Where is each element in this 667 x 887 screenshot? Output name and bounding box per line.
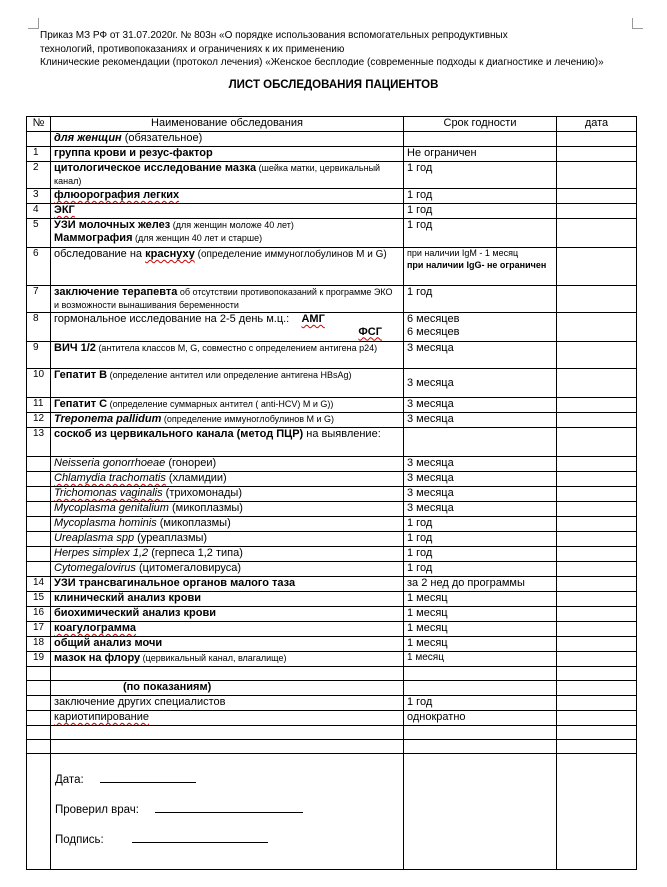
- validity-cell: 3 месяца: [404, 342, 557, 369]
- date-cell[interactable]: [557, 726, 637, 740]
- exam-name-mammography: Маммография: [54, 231, 133, 244]
- row-number: 4: [27, 204, 51, 219]
- date-cell[interactable]: [557, 219, 637, 248]
- validity-cell: 1 год: [404, 517, 557, 532]
- exam-note: на выявление:: [303, 428, 381, 440]
- exam-note: (для женщин 40 лет и старше): [132, 232, 263, 243]
- row-number: 17: [27, 622, 51, 637]
- pcr-pathogen: Ureaplasma spp: [54, 532, 135, 544]
- pcr-pathogen-ru: (трихомонады): [162, 487, 242, 499]
- date-cell[interactable]: [557, 472, 637, 487]
- section-women-rest: (обязательное): [121, 132, 203, 144]
- table-row: [27, 428, 637, 457]
- validity-cell: 1 год: [404, 162, 557, 189]
- validity-cell: 3 месяца: [404, 398, 557, 413]
- hormone-amg: АМГ: [301, 313, 325, 325]
- date-cell[interactable]: [557, 607, 637, 622]
- validity-cell: 3 месяца: [404, 457, 557, 472]
- exam-name: Гепатит B: [54, 369, 108, 381]
- validity-cell: 1 месяц: [404, 622, 557, 637]
- validity-cell: 1 месяц: [404, 637, 557, 652]
- exam-name: УЗИ трансвагинальное органов малого таза: [54, 577, 296, 589]
- document-header: [40, 29, 640, 70]
- section-row-indications: [27, 681, 637, 696]
- row-number: 10: [27, 369, 51, 398]
- row-number: 8: [27, 313, 51, 342]
- exam-name: общий анализ мочи: [54, 637, 163, 649]
- exam-name: мазок на флору: [54, 652, 141, 664]
- signature-sign-line: [55, 832, 399, 862]
- examination-table: [26, 116, 637, 870]
- validity-cell: 3 месяца: [404, 413, 557, 428]
- date-cell[interactable]: [557, 342, 637, 369]
- pcr-pathogen-ru: (цитомегаловируса): [135, 562, 241, 574]
- row-number: 18: [27, 637, 51, 652]
- validity-cell: однократно: [404, 711, 557, 726]
- table-row: [27, 369, 637, 398]
- validity-cell: 1 год: [404, 219, 557, 248]
- pcr-pathogen: Trichomonas vaginalis: [54, 487, 163, 499]
- row-number: 11: [27, 398, 51, 413]
- exam-note: (антитела классов M, G, совместно с определением антигена p24): [95, 343, 378, 353]
- table-row: [27, 398, 637, 413]
- pcr-pathogen: Neisseria gonorrhoeae: [54, 457, 166, 469]
- signature-row: [27, 754, 637, 870]
- table-row: [27, 592, 637, 607]
- pcr-pathogen-ru: (микоплазмы): [168, 502, 243, 514]
- doctor-input-line[interactable]: [155, 802, 303, 813]
- pcr-pathogen: Mycoplasma hominis: [54, 517, 157, 529]
- validity-cell: 1 месяц: [404, 607, 557, 622]
- pcr-row: [27, 517, 637, 532]
- pcr-row: [27, 562, 637, 577]
- date-cell[interactable]: [557, 428, 637, 457]
- empty-row: [27, 740, 637, 754]
- row-number: 9: [27, 342, 51, 369]
- table-row: [27, 189, 637, 204]
- row-number: 13: [27, 428, 51, 457]
- section-row-women: [27, 132, 637, 147]
- validity-igg: при наличии IgG- не ограничен: [407, 259, 547, 270]
- date-input-line[interactable]: [100, 772, 196, 783]
- signature-doctor-line: [55, 802, 399, 832]
- pcr-row: [27, 487, 637, 502]
- row-number: 15: [27, 592, 51, 607]
- exam-note: (определение иммуноглобулинов M и G): [194, 249, 387, 260]
- table-row: [27, 147, 637, 162]
- signature-date-line: [55, 772, 399, 802]
- column-header-date: дата: [557, 117, 637, 132]
- validity-amg: 6 месяцев: [407, 313, 460, 325]
- validity-cell: за 2 нед до программы: [404, 577, 557, 592]
- date-cell[interactable]: [557, 204, 637, 219]
- row-number: 7: [27, 286, 51, 313]
- header-line-3: Клинические рекомендации (протокол лечения) «Женское бесплодие (современные подходы к диагностике и лечению)»: [40, 57, 604, 68]
- exam-name: УЗИ молочных желез: [54, 219, 171, 231]
- date-cell[interactable]: [557, 487, 637, 502]
- validity-cell: 1 год: [404, 696, 557, 711]
- crop-mark-top-left: [28, 18, 39, 29]
- table-row: [27, 413, 637, 428]
- empty-row: [27, 726, 637, 740]
- row-number: 2: [27, 162, 51, 189]
- pcr-row: [27, 472, 637, 487]
- exam-name: группа крови и резус-фактор: [54, 147, 213, 159]
- date-cell[interactable]: [557, 502, 637, 517]
- pcr-row: [27, 502, 637, 517]
- date-cell[interactable]: [557, 562, 637, 577]
- row-number: 5: [27, 219, 51, 248]
- validity-cell: 1 год: [404, 532, 557, 547]
- date-cell[interactable]: [557, 577, 637, 592]
- date-cell[interactable]: [557, 711, 637, 726]
- date-cell[interactable]: [557, 622, 637, 637]
- sign-input-line[interactable]: [132, 832, 268, 843]
- table-row: [27, 219, 637, 248]
- pcr-pathogen: Mycoplasma genitalium: [54, 502, 169, 514]
- pcr-pathogen: Cytomegalovirus: [54, 562, 136, 574]
- exam-note: (цервикальный канал, влагалище): [140, 653, 287, 663]
- exam-name: ВИЧ 1/2: [54, 342, 96, 354]
- column-header-num: №: [27, 117, 51, 132]
- table-row: [27, 607, 637, 622]
- row-number: 1: [27, 147, 51, 162]
- exam-name: заключение других специалистов: [51, 696, 404, 711]
- table-row: [27, 162, 637, 189]
- date-cell[interactable]: [557, 248, 637, 286]
- date-cell[interactable]: [557, 667, 637, 681]
- pcr-pathogen: Herpes simplex 1,2: [54, 547, 149, 559]
- table-row: [27, 696, 637, 711]
- pcr-pathogen-ru: (микоплазмы): [156, 517, 231, 529]
- exam-name: цитологическое исследование мазка: [54, 162, 257, 174]
- validity-cell: 3 месяца: [404, 472, 557, 487]
- exam-name: заключение терапевта: [54, 286, 178, 298]
- pcr-pathogen-ru: (уреаплазмы): [134, 532, 208, 544]
- exam-note: (определение иммуноглобулинов M и G): [161, 414, 335, 424]
- validity-fsg: 6 месяцев: [407, 325, 460, 338]
- pcr-row: [27, 457, 637, 472]
- date-cell[interactable]: [557, 398, 637, 413]
- date-cell[interactable]: [557, 547, 637, 562]
- date-cell[interactable]: [557, 413, 637, 428]
- doctor-label: Проверил врач:: [55, 804, 139, 816]
- empty-row: [27, 667, 637, 681]
- validity-igm: при наличии IgM - 1 месяц: [407, 248, 519, 258]
- date-cell[interactable]: [557, 189, 637, 204]
- date-label: Дата:: [55, 774, 84, 786]
- hormone-fsg: ФСГ: [358, 325, 382, 338]
- table-row: [27, 248, 637, 286]
- section-indications-label: (по показаниям): [123, 681, 212, 693]
- sign-label: Подпись:: [55, 834, 104, 846]
- date-cell[interactable]: [557, 313, 637, 342]
- exam-note: об отсутствии противопоказаний к программе ЭКО и возможности вынашивания беременности: [54, 287, 393, 310]
- validity-cell: 1 месяц: [404, 592, 557, 607]
- exam-name: соскоб из цервикального канала (метод ПЦР): [54, 428, 304, 440]
- date-cell[interactable]: [557, 457, 637, 472]
- exam-name: ЭКГ: [54, 204, 75, 216]
- exam-name: краснуху: [145, 248, 195, 260]
- date-cell[interactable]: [557, 147, 637, 162]
- column-header-validity: Срок годности: [404, 117, 557, 132]
- date-cell[interactable]: [557, 696, 637, 711]
- table-header-row: [27, 117, 637, 132]
- table-row: [27, 286, 637, 313]
- exam-name: клинический анализ крови: [54, 592, 201, 604]
- pcr-pathogen: Chlamydia trachomatis: [54, 472, 166, 484]
- exam-note: (для женщин моложе 40 лет): [170, 220, 294, 230]
- date-cell[interactable]: [557, 740, 637, 754]
- pcr-row: [27, 547, 637, 562]
- table-row: [27, 342, 637, 369]
- pcr-pathogen-ru: (хламидии): [165, 472, 227, 484]
- table-row: [27, 711, 637, 726]
- column-header-name: Наименование обследования: [51, 117, 404, 132]
- date-cell[interactable]: [557, 532, 637, 547]
- row-number: 14: [27, 577, 51, 592]
- table-row: [27, 313, 637, 342]
- date-cell[interactable]: [557, 652, 637, 667]
- exam-name: коагулограмма: [54, 622, 136, 634]
- validity-cell: 1 год: [404, 286, 557, 313]
- crop-mark-top-right: [632, 18, 643, 29]
- validity-cell: 3 месяца: [404, 369, 557, 398]
- table-row: [27, 204, 637, 219]
- exam-name: флюорография легких: [54, 189, 180, 201]
- validity-cell: 3 месяца: [404, 502, 557, 517]
- header-line-1: Приказ МЗ РФ от 31.07.2020г. № 803н «О порядке использования вспомогательных репродуктивных: [40, 30, 508, 41]
- row-number: 12: [27, 413, 51, 428]
- validity-cell: 1 год: [404, 204, 557, 219]
- row-number: 6: [27, 248, 51, 286]
- row-number: 19: [27, 652, 51, 667]
- pcr-pathogen-ru: (герпеса 1,2 типа): [148, 547, 243, 559]
- date-cell[interactable]: [557, 162, 637, 189]
- exam-prefix: обследование на: [54, 248, 146, 260]
- row-number: 3: [27, 189, 51, 204]
- exam-note: (шейка матки, цервикальный канал): [54, 163, 381, 186]
- page-title: ЛИСТ ОБСЛЕДОВАНИЯ ПАЦИЕНТОВ: [228, 79, 439, 91]
- pcr-row: [27, 532, 637, 547]
- row-number: 16: [27, 607, 51, 622]
- exam-note: (определение антител или определение антигена HBsAg): [107, 370, 352, 380]
- exam-note: (определение суммарных антител ( anti-HCV) M и G)): [107, 399, 334, 409]
- validity-cell: Не ограничен: [404, 147, 557, 162]
- table-row: [27, 622, 637, 637]
- date-cell[interactable]: [557, 592, 637, 607]
- date-cell[interactable]: [557, 369, 637, 398]
- pcr-pathogen-ru: (гонореи): [165, 457, 217, 469]
- date-cell[interactable]: [557, 637, 637, 652]
- table-row: [27, 577, 637, 592]
- exam-name: Treponema pallidum: [54, 413, 162, 425]
- table-row: [27, 652, 637, 667]
- exam-name: Гепатит С: [54, 398, 108, 410]
- validity-cell: 1 год: [404, 547, 557, 562]
- validity-cell: 1 год: [404, 189, 557, 204]
- header-line-2: технологий, противопоказаниях и ограничениях к их применению: [40, 43, 345, 55]
- date-cell[interactable]: [557, 517, 637, 532]
- exam-name: гормональное исследование на 2-5 день м.ц.:: [54, 313, 290, 325]
- exam-name: биохимический анализ крови: [54, 607, 216, 619]
- validity-cell: 1 месяц: [404, 652, 557, 667]
- validity-cell: 1 год: [404, 562, 557, 577]
- section-women-bold: для женщин: [54, 132, 122, 144]
- table-row: [27, 637, 637, 652]
- exam-name: кариотипирование: [54, 711, 150, 723]
- validity-cell: 3 месяца: [404, 487, 557, 502]
- date-cell[interactable]: [557, 286, 637, 313]
